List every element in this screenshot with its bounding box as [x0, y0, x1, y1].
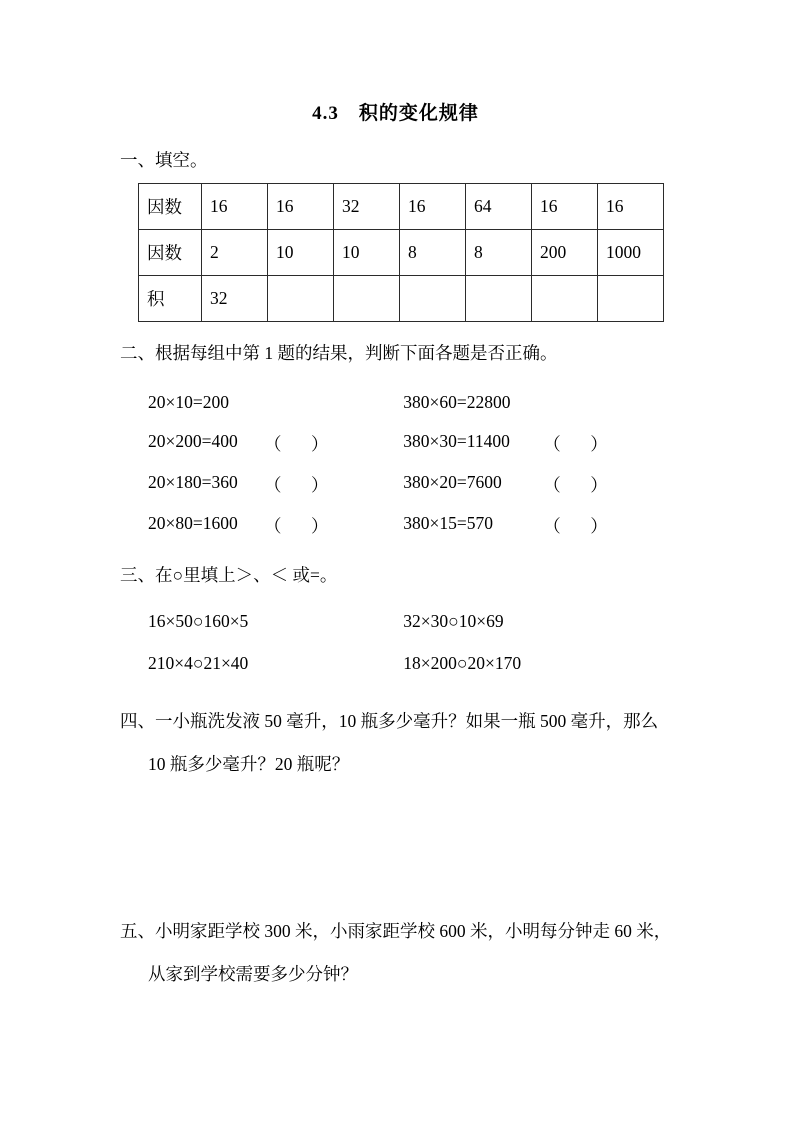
equation-row: [148, 382, 671, 423]
compare-expression: 210×4○21×40: [148, 652, 249, 673]
table-cell-empty: [466, 276, 532, 322]
compare-expression: 32×30○10×69: [403, 610, 504, 631]
section-compare: [120, 560, 671, 684]
equation-row: [148, 464, 671, 505]
table-cell: 16: [598, 184, 664, 230]
equation-row: [148, 423, 671, 464]
table-cell: 200: [532, 230, 598, 276]
table-cell: 10: [268, 230, 334, 276]
section1-heading: 一、填空。: [120, 150, 208, 170]
table-cell: 16: [202, 184, 268, 230]
page-title: 4.3 积的变化规律: [312, 103, 479, 124]
section-judge: [120, 338, 671, 546]
factors-product-table: [138, 183, 664, 322]
table-cell: 2: [202, 230, 268, 276]
row-label: 因数: [139, 230, 202, 276]
row-label: 积: [139, 276, 202, 322]
table-cell: 32: [334, 184, 400, 230]
section-word-problem-distance: [120, 910, 671, 996]
table-cell: 16: [532, 184, 598, 230]
equation-right: [403, 513, 671, 538]
row-label: 因数: [139, 184, 202, 230]
compare-expression: 18×200○20×170: [403, 652, 522, 673]
section2-heading: 二、根据每组中第 1 题的结果，判断下面各题是否正确。: [120, 343, 558, 363]
compare-row: [148, 600, 671, 642]
equation-left: [148, 513, 403, 538]
table-cell: 1000: [598, 230, 664, 276]
table-cell: 8: [466, 230, 532, 276]
table-row: [139, 184, 664, 230]
answer-parentheses: （ ）: [264, 434, 335, 454]
table-cell: 8: [400, 230, 466, 276]
word-problem-text: 四、一小瓶洗发液 50 毫升，10 瓶多少毫升？如果一瓶 500 毫升，那么 10 瓶多少毫升？20 瓶呢？: [120, 711, 659, 774]
equation-text: 20×200=400: [148, 431, 238, 451]
table-cell: 32: [202, 276, 268, 322]
table-cell-empty: [532, 276, 598, 322]
compare-block: [148, 600, 671, 684]
equation-text: 20×80=1600: [148, 513, 238, 533]
equation-right: [403, 392, 671, 413]
equation-left: [148, 472, 403, 497]
table-cell-empty: [334, 276, 400, 322]
section3-heading: 三、在○里填上＞、＜ 或=。: [120, 565, 338, 585]
answer-parentheses: （ ）: [543, 475, 614, 495]
equation-row: [148, 505, 671, 546]
equation-text: 380×15=570: [403, 513, 494, 533]
equation-text: 380×30=11400: [403, 431, 510, 451]
table-cell: 64: [466, 184, 532, 230]
table-cell: 16: [400, 184, 466, 230]
answer-parentheses: （ ）: [264, 475, 335, 495]
equation-text: 20×10=200: [148, 392, 229, 412]
equation-right: [403, 431, 671, 456]
table-cell-empty: [268, 276, 334, 322]
section-fill-blanks: [120, 145, 671, 322]
table-cell: 10: [334, 230, 400, 276]
equation-text: 380×20=7600: [403, 472, 502, 492]
compare-row: [148, 642, 671, 684]
table-row: [139, 276, 664, 322]
equation-block: [148, 382, 671, 546]
answer-parentheses: （ ）: [543, 434, 614, 454]
section-word-problem-shampoo: [120, 700, 671, 786]
equation-right: [403, 472, 671, 497]
table-row: [139, 230, 664, 276]
equation-text: 380×60=22800: [403, 392, 511, 412]
answer-parentheses: （ ）: [543, 516, 614, 536]
answer-parentheses: （ ）: [264, 516, 335, 536]
equation-text: 20×180=360: [148, 472, 238, 492]
equation-left: [148, 392, 403, 413]
compare-expression: 16×50○160×5: [148, 610, 249, 631]
word-problem-text: 五、小明家距学校 300 米，小雨家距学校 600 米，小明每分钟走 60 米，从家到学校需要多少分钟？: [120, 921, 672, 984]
equation-left: [148, 431, 403, 456]
table-cell-empty: [400, 276, 466, 322]
table-cell-empty: [598, 276, 664, 322]
table-cell: 16: [268, 184, 334, 230]
